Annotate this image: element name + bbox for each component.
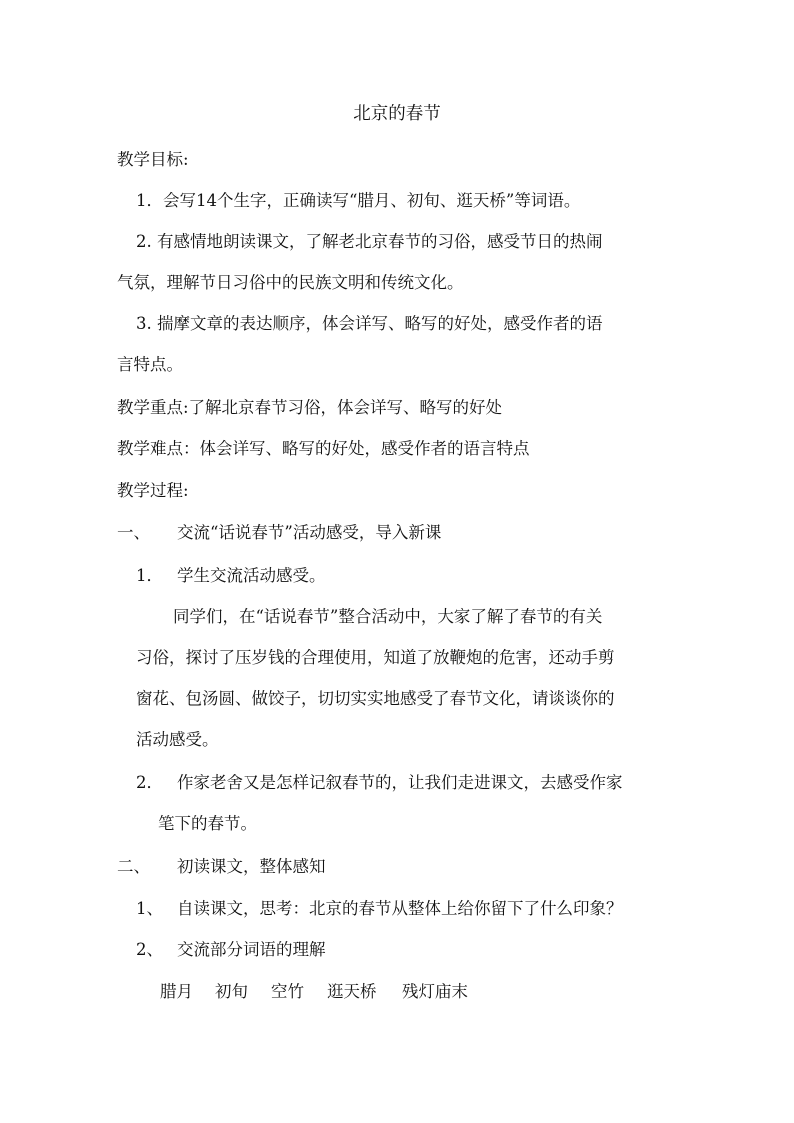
s1-item-1-number: 1．	[136, 566, 163, 585]
goal-1: 1．会写14个生字，正确读写“腊月、初旬、逛天桥”等词语。	[136, 191, 581, 210]
s2-item-1-text: 自读课文，思考：北京的春节从整体上给你留下了什么印象？	[177, 899, 623, 918]
difficulty: 教学难点：体会详写、略写的好处，感受作者的语言特点	[117, 439, 530, 458]
document-title: 北京的春节	[353, 104, 441, 124]
vocab-word: 残灯庙末	[402, 982, 468, 1001]
s1-item-2-number: 2．	[136, 773, 163, 792]
goal-3-line-1: 3. 揣摩文章的表达顺序，体会详写、略写的好处，感受作者的语	[136, 314, 603, 333]
section-2-number: 二、	[117, 857, 150, 876]
paragraph-line-2: 习俗，探讨了压岁钱的合理使用，知道了放鞭炮的危害，还动手剪	[136, 648, 615, 667]
key-point: 教学重点:了解北京春节习俗，体会详写、略写的好处	[117, 398, 503, 417]
s2-item-2-number: 2、	[136, 940, 163, 959]
goal-2-line-2: 气氛，理解节日习俗中的民族文明和传统文化。	[117, 273, 464, 292]
s2-item-1-number: 1、	[136, 899, 163, 918]
s1-item-2-text: 作家老舍又是怎样记叙春节的，让我们走进课文，去感受作家	[177, 773, 623, 792]
vocab-word: 空竹	[271, 982, 304, 1001]
s2-item-2-text: 交流部分词语的理解	[177, 940, 326, 959]
goal-2-line-1: 2. 有感情地朗读课文，了解老北京春节的习俗，感受节日的热闹	[136, 232, 603, 251]
vocab-word: 腊月	[160, 982, 193, 1001]
paragraph-line-3: 窗花、包汤圆、做饺子，切切实实地感受了春节文化，请谈谈你的	[136, 689, 615, 708]
s1-item-2-continuation: 笔下的春节。	[158, 814, 257, 833]
paragraph-line-1: 同学们，在“话说春节”整合活动中，大家了解了春节的有关	[173, 607, 603, 626]
s1-item-1-text: 学生交流活动感受。	[177, 566, 326, 585]
section-1-number: 一、	[117, 523, 150, 542]
goal-3-line-2: 言特点。	[117, 355, 183, 374]
process-heading: 教学过程:	[117, 481, 189, 500]
paragraph-line-4: 活动感受。	[136, 730, 219, 749]
vocab-word: 初旬	[215, 982, 248, 1001]
vocab-word: 逛天桥	[327, 982, 377, 1001]
goals-heading: 教学目标:	[117, 150, 189, 169]
section-2-title: 初读课文，整体感知	[177, 857, 326, 876]
section-1-title: 交流“话说春节”活动感受，导入新课	[177, 523, 442, 542]
